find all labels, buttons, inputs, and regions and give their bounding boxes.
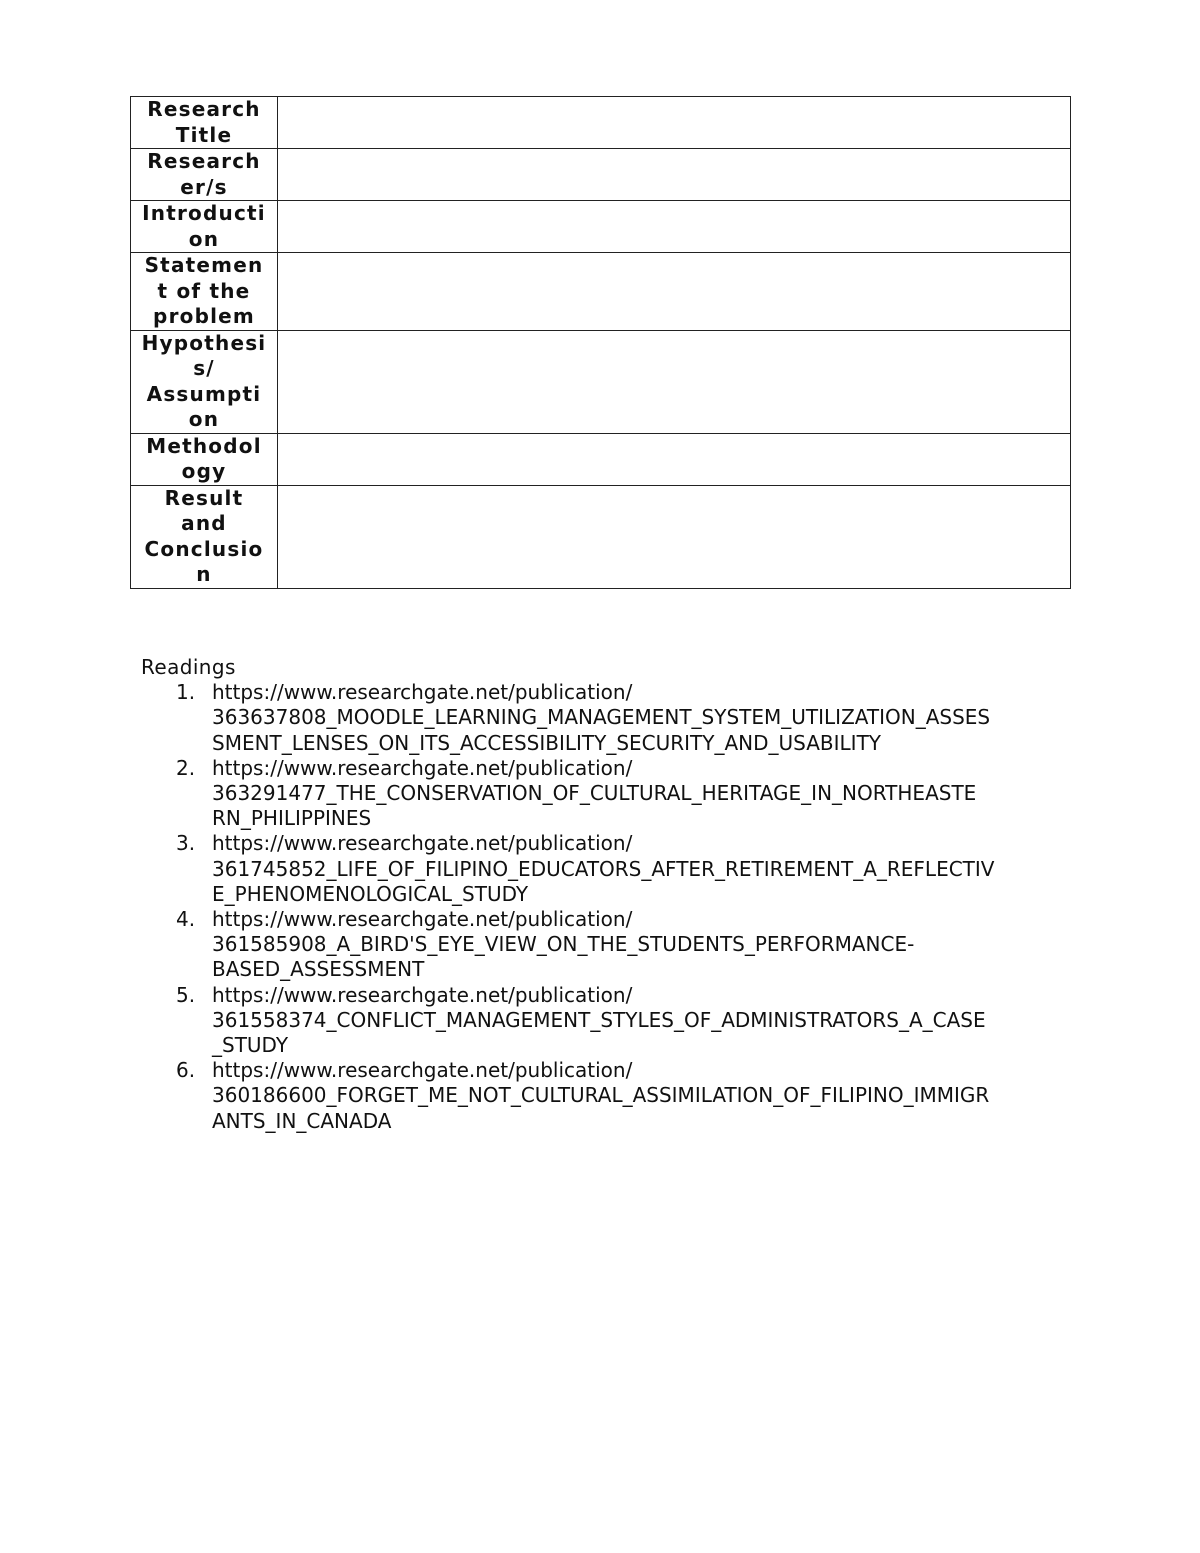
label-line: Introducti [142,201,266,225]
value-introduction[interactable] [278,201,1071,253]
reading-link-line[interactable]: 361558374_CONFLICT_MANAGEMENT_STYLES_OF_ADMINISTRATORS_A_CASE [212,1007,986,1032]
readings-list [141,680,1071,1134]
reading-item[interactable] [141,831,1071,907]
label-line: s/ [193,356,215,380]
table-row-research-title [131,97,1071,149]
label-line: Assumpti [146,381,262,406]
reading-link-line[interactable]: 361585908_A_BIRD'S_EYE_VIEW_ON_THE_STUDENTS_PERFORMANCE- [212,932,915,957]
label-hypothesis [131,330,278,433]
reading-link-line[interactable]: 360186600_FORGET_ME_NOT_CULTURAL_ASSIMILATION_OF_FILIPINO_IMMIGR [212,1083,990,1108]
label-result-conclusion [131,485,278,588]
label-line: Result [164,485,244,510]
list-number: 3. [176,831,196,856]
label-line: Research [147,149,261,173]
reading-link-line[interactable]: BASED_ASSESSMENT [212,957,425,982]
reading-link-line[interactable]: 363291477_THE_CONSERVATION_OF_CULTURAL_HERITAGE_IN_NORTHEASTE [212,781,977,806]
reading-item[interactable] [141,1058,1071,1134]
value-researchers[interactable] [278,149,1071,201]
label-research-title [131,97,278,149]
list-number: 1. [176,680,196,705]
reading-link-line[interactable]: RN_PHILIPPINES [212,806,372,831]
reading-link-line[interactable]: E_PHENOMENOLOGICAL_STUDY [212,881,529,906]
label-line: and [181,511,227,535]
value-statement-of-problem[interactable] [278,253,1071,331]
label-line: er/s [180,174,228,199]
reading-link-line[interactable]: https://www.researchgate.net/publication/ [212,982,633,1007]
readings-section [141,655,1071,1134]
list-number: 6. [176,1058,196,1083]
reading-link-line[interactable]: https://www.researchgate.net/publication/ [212,1058,633,1083]
table-row-methodology [131,433,1071,485]
value-result-conclusion[interactable] [278,485,1071,588]
value-hypothesis[interactable] [278,330,1071,433]
reading-link-line[interactable]: https://www.researchgate.net/publication/ [212,680,633,705]
label-introduction [131,201,278,253]
label-line: ogy [181,459,227,483]
label-line: problem [153,304,255,328]
reading-link-line[interactable]: 361745852_LIFE_OF_FILIPINO_EDUCATORS_AFTER_RETIREMENT_A_REFLECTIV [212,856,995,881]
label-researchers [131,149,278,201]
label-line: Conclusio [144,536,264,561]
list-number: 4. [176,907,196,932]
table-row-hypothesis [131,330,1071,433]
label-line: on [188,226,220,251]
label-line: Research [147,97,261,121]
reading-item[interactable] [141,983,1071,1059]
reading-link-line[interactable]: ANTS_IN_CANADA [212,1108,392,1133]
reading-item[interactable] [141,756,1071,832]
reading-link-line[interactable]: 363637808_MOODLE_LEARNING_MANAGEMENT_SYSTEM_UTILIZATION_ASSES [212,705,991,730]
label-line: on [188,407,220,431]
label-statement-of-problem [131,253,278,331]
readings-heading: Readings [141,655,236,679]
table-row-statement-of-problem [131,253,1071,331]
research-form-table [130,96,1071,589]
reading-item[interactable] [141,907,1071,983]
label-line: Methodol [146,433,262,458]
reading-link-line[interactable]: _STUDY [212,1033,289,1058]
label-line: Hypothesi [141,330,267,355]
table-row-result-conclusion [131,485,1071,588]
label-line: Title [175,122,233,147]
value-methodology[interactable] [278,433,1071,485]
reading-link-line[interactable]: https://www.researchgate.net/publication/ [212,755,633,780]
label-line: Statemen [144,253,264,277]
table-row-researchers [131,149,1071,201]
value-research-title[interactable] [278,97,1071,149]
reading-link-line[interactable]: https://www.researchgate.net/publication/ [212,831,633,856]
reading-link-line[interactable]: https://www.researchgate.net/publication/ [212,907,633,932]
reading-link-line[interactable]: SMENT_LENSES_ON_ITS_ACCESSIBILITY_SECURITY_AND_USABILITY [212,730,882,755]
table-row-introduction [131,201,1071,253]
list-number: 5. [176,982,196,1007]
label-line: n [196,562,212,586]
reading-item[interactable] [141,680,1071,756]
list-number: 2. [176,755,196,780]
label-line: t of the [157,278,251,303]
label-methodology [131,433,278,485]
